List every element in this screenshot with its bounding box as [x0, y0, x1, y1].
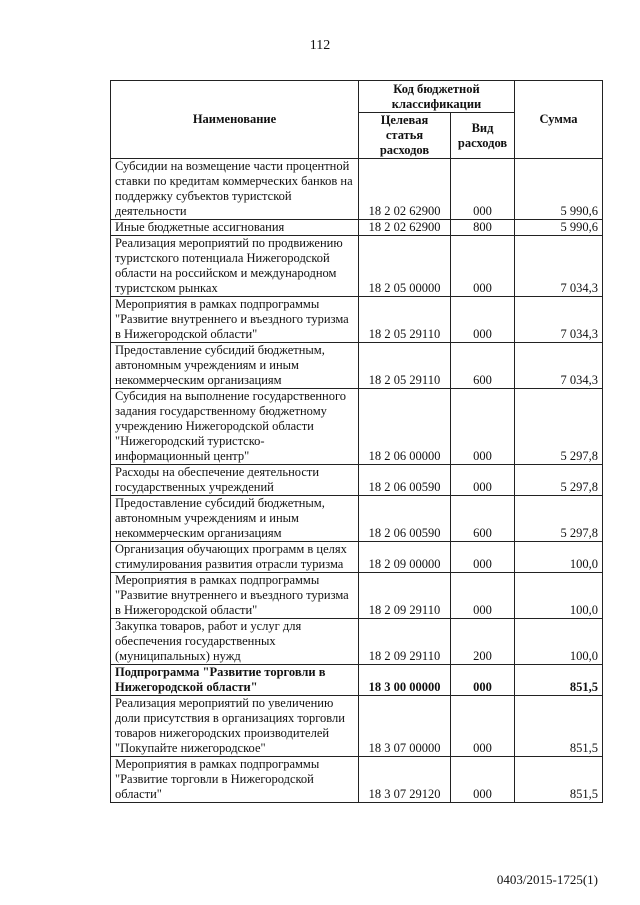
cell-type: 600 — [451, 343, 515, 389]
cell-code: 18 3 07 29120 — [359, 757, 451, 803]
cell-name: Организация обучающих программ в целях стимулирования развития отрасли туризма — [111, 542, 359, 573]
cell-type: 600 — [451, 496, 515, 542]
table-body — [111, 159, 603, 803]
cell-type: 000 — [451, 297, 515, 343]
cell-code: 18 2 05 29110 — [359, 343, 451, 389]
cell-type: 200 — [451, 619, 515, 665]
cell-code: 18 2 05 29110 — [359, 297, 451, 343]
table-row — [111, 389, 603, 465]
cell-code: 18 2 06 00590 — [359, 465, 451, 496]
cell-amount: 851,5 — [515, 665, 603, 696]
table-row — [111, 220, 603, 236]
cell-name: Подпрограмма "Развитие торговли в Нижегородской области" — [111, 665, 359, 696]
header-name: Наименование — [111, 81, 359, 159]
cell-name: Мероприятия в рамках подпрограммы "Развитие внутреннего и въездного туризма в Нижегородской области" — [111, 297, 359, 343]
table-row — [111, 696, 603, 757]
cell-amount: 5 297,8 — [515, 389, 603, 465]
cell-amount: 5 297,8 — [515, 465, 603, 496]
cell-type: 000 — [451, 757, 515, 803]
cell-code: 18 2 06 00590 — [359, 496, 451, 542]
cell-amount: 7 034,3 — [515, 343, 603, 389]
document-number: 0403/2015-1725(1) — [496, 872, 598, 887]
table-row — [111, 619, 603, 665]
cell-type: 800 — [451, 220, 515, 236]
cell-type: 000 — [451, 389, 515, 465]
cell-amount: 5 297,8 — [515, 496, 603, 542]
budget-table — [110, 80, 603, 803]
table-row — [111, 236, 603, 297]
cell-type: 000 — [451, 665, 515, 696]
cell-name: Субсидия на выполнение государственного задания государственному бюджетному учреждению Нижегородской области "Нижегородский туристско-информационный центр" — [111, 389, 359, 465]
cell-type: 000 — [451, 159, 515, 220]
cell-type: 000 — [451, 573, 515, 619]
cell-name: Реализация мероприятий по увеличению доли присутствия в организациях торговли товаров нижегородских производителей "Покупайте нижегородское" — [111, 696, 359, 757]
cell-name: Закупка товаров, работ и услуг для обеспечения государственных (муниципальных) нужд — [111, 619, 359, 665]
cell-amount: 5 990,6 — [515, 220, 603, 236]
table-row — [111, 573, 603, 619]
table-row — [111, 757, 603, 803]
cell-name: Мероприятия в рамках подпрограммы "Развитие торговли в Нижегородской области" — [111, 757, 359, 803]
cell-name: Реализация мероприятий по продвижению туристского потенциала Нижегородской области на российском и международном туристском рынках — [111, 236, 359, 297]
cell-name: Иные бюджетные ассигнования — [111, 220, 359, 236]
page-number: 112 — [309, 38, 331, 53]
cell-amount: 7 034,3 — [515, 236, 603, 297]
cell-code: 18 2 05 00000 — [359, 236, 451, 297]
cell-type: 000 — [451, 696, 515, 757]
table-row — [111, 343, 603, 389]
cell-code: 18 2 06 00000 — [359, 389, 451, 465]
cell-amount: 100,0 — [515, 573, 603, 619]
cell-code: 18 2 09 00000 — [359, 542, 451, 573]
cell-code: 18 2 02 62900 — [359, 159, 451, 220]
cell-type: 000 — [451, 236, 515, 297]
table-row — [111, 665, 603, 696]
cell-amount: 5 990,6 — [515, 159, 603, 220]
cell-amount: 100,0 — [515, 619, 603, 665]
header-code-group: Код бюджетной классификации — [359, 81, 515, 113]
cell-name: Предоставление субсидий бюджетным, автономным учреждениям и иным некоммерческим организациям — [111, 343, 359, 389]
cell-amount: 851,5 — [515, 757, 603, 803]
cell-type: 000 — [451, 465, 515, 496]
cell-amount: 7 034,3 — [515, 297, 603, 343]
cell-code: 18 2 09 29110 — [359, 619, 451, 665]
table-row — [111, 465, 603, 496]
table-row — [111, 496, 603, 542]
cell-code: 18 2 02 62900 — [359, 220, 451, 236]
cell-name: Предоставление субсидий бюджетным, автономным учреждениям и иным некоммерческим организациям — [111, 496, 359, 542]
header-amount: Сумма — [515, 81, 603, 159]
table-row — [111, 297, 603, 343]
header-type: Вид расходов — [451, 113, 515, 159]
header-target: Целевая статья расходов — [359, 113, 451, 159]
cell-name: Субсидии на возмещение части процентной ставки по кредитам коммерческих банков на поддержку субъектов туристской деятельности — [111, 159, 359, 220]
cell-code: 18 3 00 00000 — [359, 665, 451, 696]
cell-type: 000 — [451, 542, 515, 573]
cell-name: Мероприятия в рамках подпрограммы "Развитие внутреннего и въездного туризма в Нижегородской области" — [111, 573, 359, 619]
cell-amount: 100,0 — [515, 542, 603, 573]
cell-code: 18 2 09 29110 — [359, 573, 451, 619]
cell-amount: 851,5 — [515, 696, 603, 757]
cell-name: Расходы на обеспечение деятельности государственных учреждений — [111, 465, 359, 496]
table-header — [111, 81, 603, 159]
cell-code: 18 3 07 00000 — [359, 696, 451, 757]
table-row — [111, 159, 603, 220]
table-row — [111, 542, 603, 573]
